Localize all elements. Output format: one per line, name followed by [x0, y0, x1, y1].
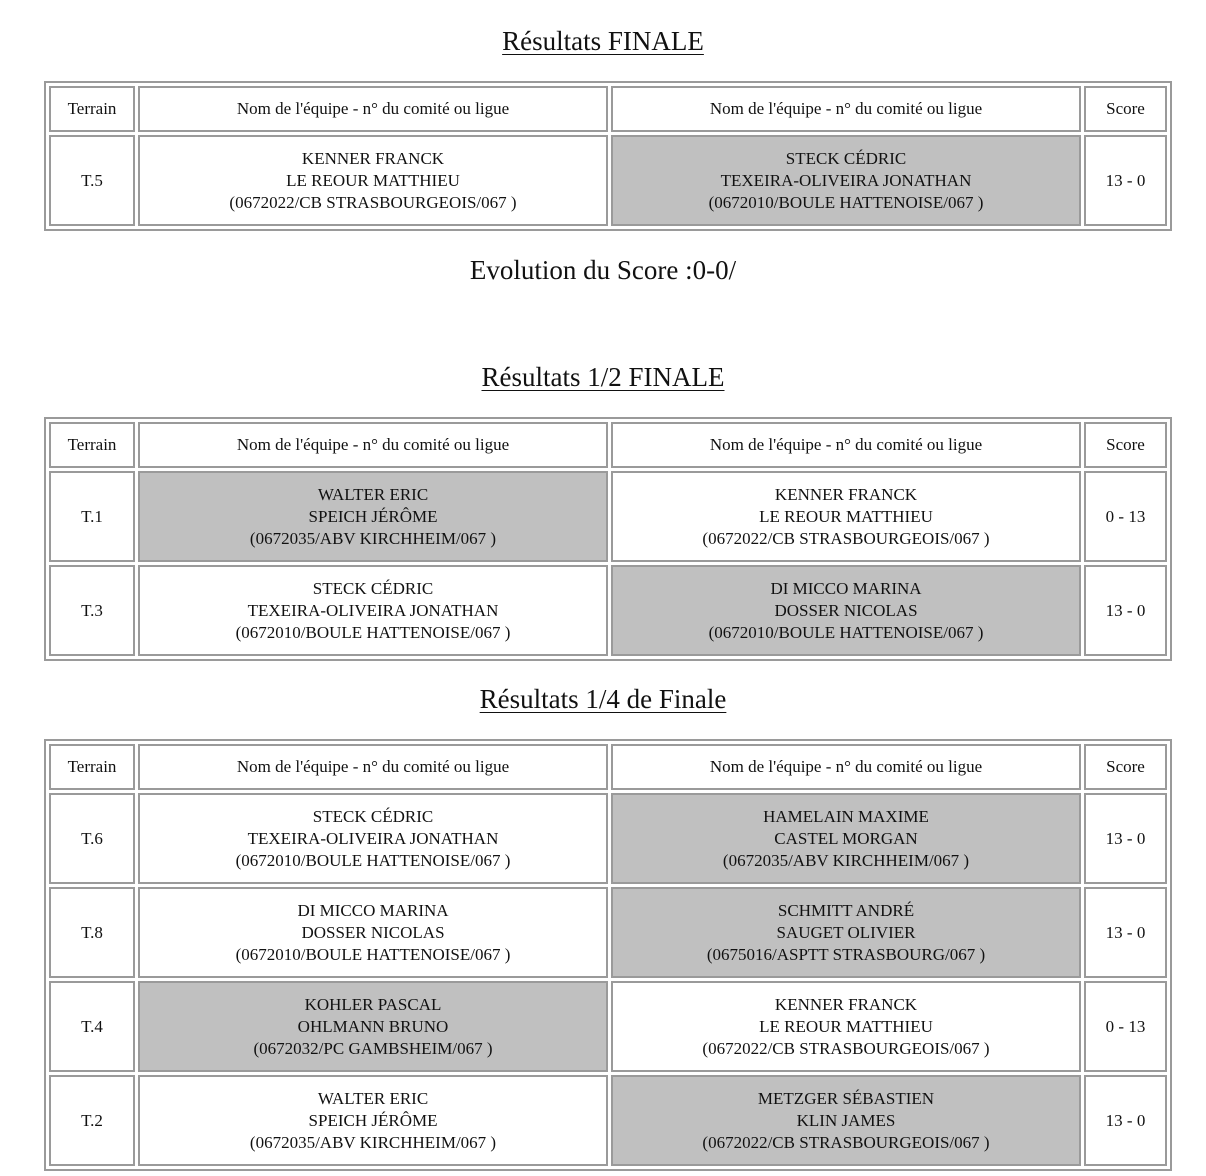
team1-cell — [138, 135, 608, 226]
demi-finale-rows — [49, 471, 1167, 656]
club-info: (0672035/ABV KIRCHHEIM/067 ) — [249, 528, 497, 548]
player-name: STECK CÉDRIC — [312, 806, 434, 826]
player-name: OHLMANN BRUNO — [297, 1016, 449, 1036]
player-name: DI MICCO MARINA — [770, 578, 922, 598]
club-info: (0672022/CB STRASBOURGEOIS/067 ) — [702, 1038, 990, 1058]
player-name: STECK CÉDRIC — [312, 578, 434, 598]
demi-finale-results-table — [44, 417, 1172, 661]
player-name: TEXEIRA-OLIVEIRA JONATHAN — [720, 170, 972, 190]
club-info: (0672010/BOULE HATTENOISE/067 ) — [235, 622, 511, 642]
player-name: SCHMITT ANDRÉ — [777, 900, 915, 920]
club-info: (0672035/ABV KIRCHHEIM/067 ) — [722, 850, 970, 870]
player-name: KENNER FRANCK — [774, 994, 918, 1014]
team2-cell — [611, 471, 1081, 562]
club-info: (0672010/BOULE HATTENOISE/067 ) — [235, 944, 511, 964]
team1-header: Nom de l'équipe - n° du comité ou ligue — [138, 422, 608, 468]
match-row — [49, 793, 1167, 884]
club-info: (0672035/ABV KIRCHHEIM/067 ) — [249, 1132, 497, 1152]
terrain-cell: T.4 — [49, 981, 135, 1072]
score-cell: 13 - 0 — [1084, 1075, 1167, 1166]
match-row — [49, 1075, 1167, 1166]
player-name: SPEICH JÉRÔME — [308, 1110, 438, 1130]
team1-cell — [138, 471, 608, 562]
player-name: STECK CÉDRIC — [785, 148, 907, 168]
score-cell: 0 - 13 — [1084, 981, 1167, 1072]
header-row — [49, 422, 1167, 468]
player-name: SAUGET OLIVIER — [776, 922, 916, 942]
header-row — [49, 86, 1167, 132]
quart-finale-results-table — [44, 739, 1172, 1171]
player-name: METZGER SÉBASTIEN — [757, 1088, 935, 1108]
finale-rows — [49, 135, 1167, 226]
club-info: (0672022/CB STRASBOURGEOIS/067 ) — [702, 1132, 990, 1152]
player-name: KENNER FRANCK — [301, 148, 445, 168]
player-name: WALTER ERIC — [317, 484, 429, 504]
quart-finale-rows — [49, 793, 1167, 1166]
team2-header: Nom de l'équipe - n° du comité ou ligue — [611, 86, 1081, 132]
match-row — [49, 981, 1167, 1072]
team1-cell — [138, 887, 608, 978]
team2-cell — [611, 981, 1081, 1072]
header-row — [49, 744, 1167, 790]
terrain-cell: T.5 — [49, 135, 135, 226]
match-row — [49, 565, 1167, 656]
score-cell: 0 - 13 — [1084, 471, 1167, 562]
player-name: WALTER ERIC — [317, 1088, 429, 1108]
club-info: (0672010/BOULE HATTENOISE/067 ) — [708, 622, 984, 642]
terrain-header: Terrain — [49, 744, 135, 790]
match-row — [49, 887, 1167, 978]
player-name: TEXEIRA-OLIVEIRA JONATHAN — [247, 828, 499, 848]
team1-cell — [138, 1075, 608, 1166]
team2-cell — [611, 565, 1081, 656]
terrain-cell: T.3 — [49, 565, 135, 656]
team2-cell — [611, 793, 1081, 884]
team1-cell — [138, 565, 608, 656]
match-row — [49, 135, 1167, 226]
player-name: DOSSER NICOLAS — [774, 600, 918, 620]
player-name: CASTEL MORGAN — [774, 828, 918, 848]
team2-header: Nom de l'équipe - n° du comité ou ligue — [611, 422, 1081, 468]
team1-header: Nom de l'équipe - n° du comité ou ligue — [138, 86, 608, 132]
terrain-cell: T.1 — [49, 471, 135, 562]
player-name: KOHLER PASCAL — [304, 994, 442, 1014]
score-cell: 13 - 0 — [1084, 135, 1167, 226]
score-cell: 13 - 0 — [1084, 793, 1167, 884]
player-name: HAMELAIN MAXIME — [763, 806, 929, 826]
club-info: (0672022/CB STRASBOURGEOIS/067 ) — [702, 528, 990, 548]
team1-header: Nom de l'équipe - n° du comité ou ligue — [138, 744, 608, 790]
score-cell: 13 - 0 — [1084, 887, 1167, 978]
player-name: LE REOUR MATTHIEU — [286, 170, 460, 190]
club-info: (0672022/CB STRASBOURGEOIS/067 ) — [229, 192, 517, 212]
terrain-header: Terrain — [49, 86, 135, 132]
finale-title: Résultats FINALE — [502, 26, 704, 56]
player-name: LE REOUR MATTHIEU — [759, 1016, 933, 1036]
score-evolution: Evolution du Score :0-0/ — [469, 255, 737, 285]
player-name: DOSSER NICOLAS — [301, 922, 445, 942]
club-info: (0672010/BOULE HATTENOISE/067 ) — [235, 850, 511, 870]
team2-cell — [611, 135, 1081, 226]
score-header: Score — [1084, 744, 1167, 790]
score-header: Score — [1084, 422, 1167, 468]
team2-header: Nom de l'équipe - n° du comité ou ligue — [611, 744, 1081, 790]
score-cell: 13 - 0 — [1084, 565, 1167, 656]
match-row — [49, 471, 1167, 562]
terrain-cell: T.6 — [49, 793, 135, 884]
team2-cell — [611, 887, 1081, 978]
player-name: LE REOUR MATTHIEU — [759, 506, 933, 526]
team2-cell — [611, 1075, 1081, 1166]
club-info: (0672032/PC GAMBSHEIM/067 ) — [253, 1038, 493, 1058]
terrain-cell: T.8 — [49, 887, 135, 978]
demi-finale-title: Résultats 1/2 FINALE — [481, 362, 725, 392]
player-name: TEXEIRA-OLIVEIRA JONATHAN — [247, 600, 499, 620]
club-info: (0672010/BOULE HATTENOISE/067 ) — [708, 192, 984, 212]
quart-finale-title: Résultats 1/4 de Finale — [479, 684, 727, 714]
player-name: KENNER FRANCK — [774, 484, 918, 504]
team1-cell — [138, 793, 608, 884]
finale-results-table — [44, 81, 1172, 231]
terrain-header: Terrain — [49, 422, 135, 468]
club-info: (0675016/ASPTT STRASBOURG/067 ) — [706, 944, 986, 964]
score-header: Score — [1084, 86, 1167, 132]
team1-cell — [138, 981, 608, 1072]
terrain-cell: T.2 — [49, 1075, 135, 1166]
player-name: KLIN JAMES — [796, 1110, 896, 1130]
player-name: SPEICH JÉRÔME — [308, 506, 438, 526]
player-name: DI MICCO MARINA — [297, 900, 449, 920]
